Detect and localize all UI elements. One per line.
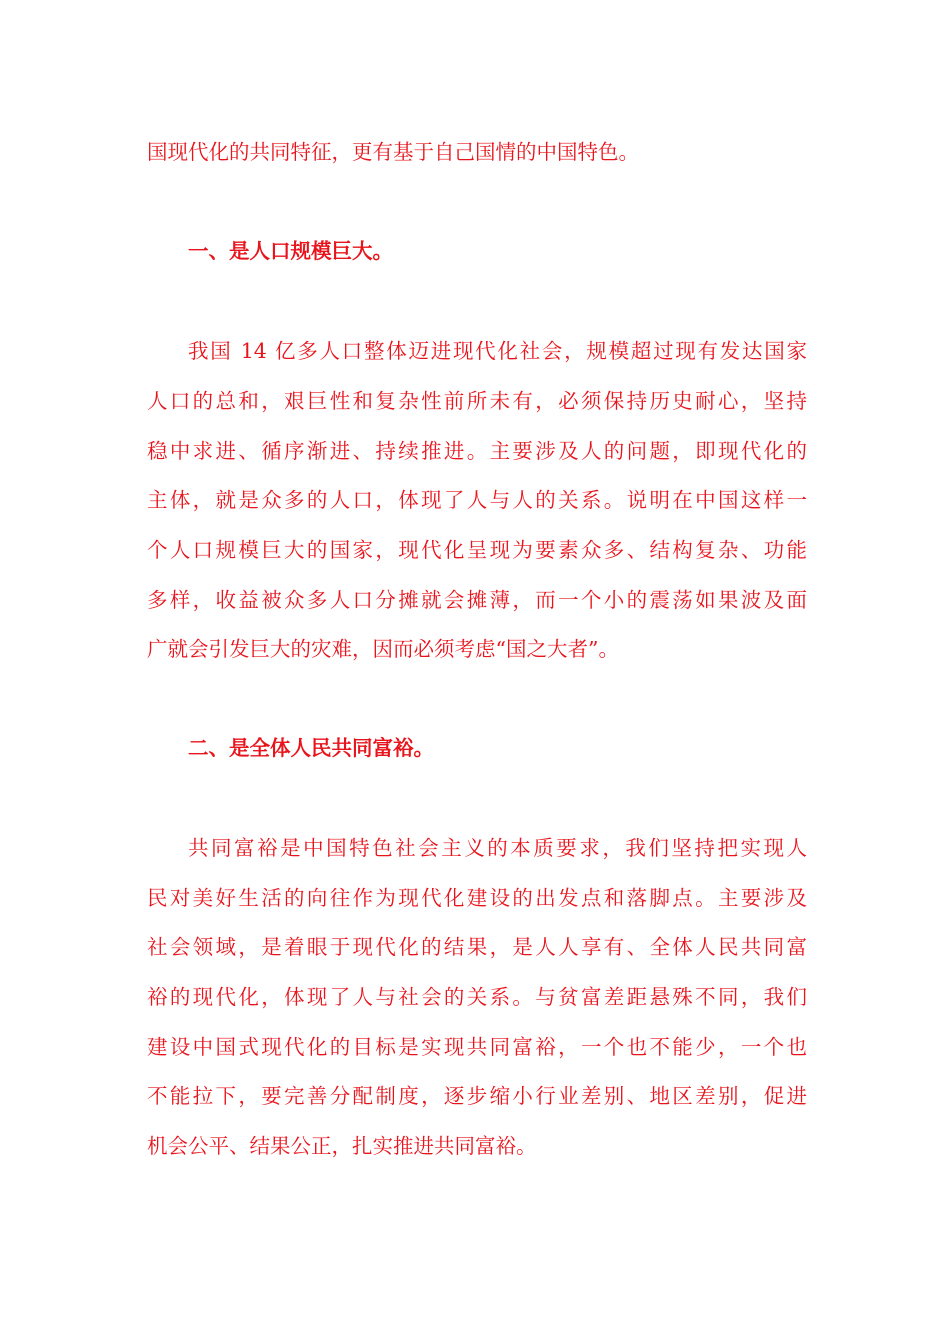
- paragraph-line: 稳中求进、循序渐进、持续推进。主要涉及人的问题，即现代化的: [147, 439, 807, 463]
- paragraph-line: 民对美好生活的向往作为现代化建设的出发点和落脚点。主要涉及: [147, 886, 807, 910]
- paragraph-line: 裕的现代化，体现了人与社会的关系。与贫富差距悬殊不同，我们: [147, 985, 807, 1009]
- paragraph-line: 我国 14 亿多人口整体迈进现代化社会，规模超过现有发达国家: [188, 339, 807, 363]
- section-2-heading: 二、是全体人民共同富裕。: [188, 736, 434, 760]
- paragraph-line: 机会公平、结果公正，扎实推进共同富裕。: [147, 1134, 537, 1158]
- carryover-paragraph-line: 国现代化的共同特征，更有基于自己国情的中国特色。: [147, 140, 639, 164]
- paragraph-line: 广就会引发巨大的灾难，因而必须考虑“国之大者”。: [147, 637, 619, 661]
- paragraph-line: 社会领域，是着眼于现代化的结果，是人人享有、全体人民共同富: [147, 935, 807, 959]
- paragraph-line: 人口的总和，艰巨性和复杂性前所未有，必须保持历史耐心，坚持: [147, 389, 807, 413]
- paragraph-line: 主体，就是众多的人口，体现了人与人的关系。说明在中国这样一: [147, 488, 807, 512]
- paragraph-line: 共同富裕是中国特色社会主义的本质要求，我们坚持把实现人: [188, 836, 807, 860]
- section-1-heading: 一、是人口规模巨大。: [188, 239, 393, 263]
- paragraph-line: 多样，收益被众多人口分摊就会摊薄，而一个小的震荡如果波及面: [147, 588, 807, 612]
- paragraph-line: 不能拉下，要完善分配制度，逐步缩小行业差别、地区差别，促进: [147, 1084, 807, 1108]
- paragraph-line: 建设中国式现代化的目标是实现共同富裕，一个也不能少，一个也: [147, 1035, 807, 1059]
- paragraph-line: 个人口规模巨大的国家，现代化呈现为要素众多、结构复杂、功能: [147, 538, 807, 562]
